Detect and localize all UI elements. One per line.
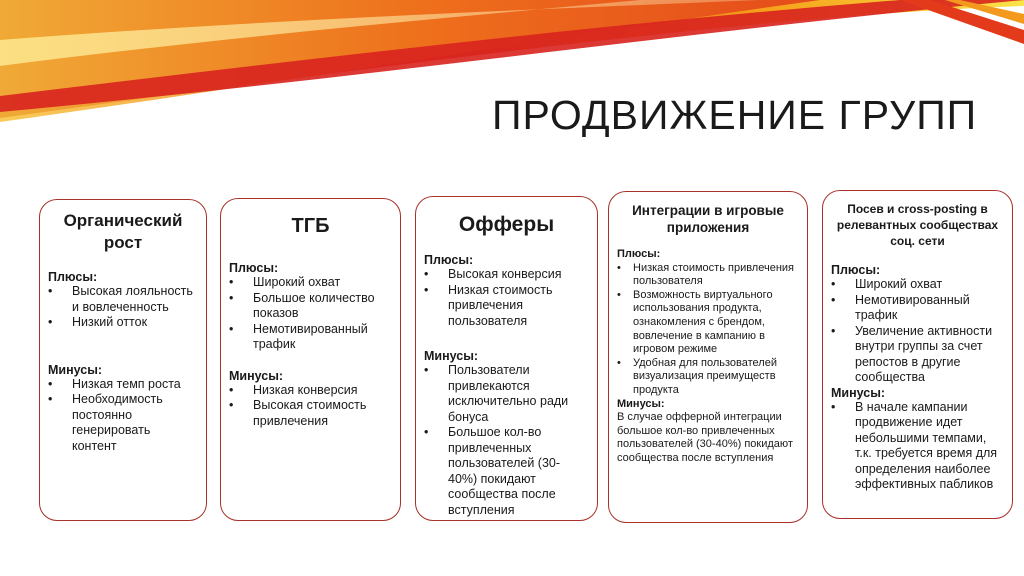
pro-item: • Широкий охват bbox=[831, 277, 1004, 293]
card-game-integrations bbox=[608, 191, 808, 523]
con-item: • В начале кампании продвижение идет небольшими темпами, т.к. требуется время для определения наиболее эффективных пабликов bbox=[831, 400, 1004, 493]
cons-label: Минусы: bbox=[617, 397, 665, 410]
cons-label: Минусы: bbox=[229, 368, 284, 383]
card-title: Посев и cross-posting в релевантных сообществах соц. сети bbox=[836, 202, 999, 248]
card-title: ТГБ bbox=[291, 215, 330, 237]
card-offers bbox=[415, 196, 598, 521]
pro-item: • Немотивированный трафик bbox=[831, 293, 1004, 324]
con-item: • Большое кол-во привлеченных пользователей (30-40%) покидают сообщества после вступления bbox=[424, 425, 589, 518]
pros-label: Плюсы: bbox=[617, 248, 661, 260]
pros-label: Плюсы: bbox=[48, 270, 98, 284]
con-item: • Высокая стоимость привлечения bbox=[229, 398, 392, 429]
con-item: • Пользователи привлекаются исключительно ради бонуса bbox=[424, 363, 589, 425]
pro-item: • Низкая стоимость привлечения пользователя bbox=[424, 283, 589, 330]
pros-label: Плюсы: bbox=[831, 263, 881, 277]
card-title: Офферы bbox=[458, 213, 555, 236]
pro-item: • Низкая стоимость привлечения пользователя bbox=[617, 262, 799, 289]
pro-item: • Высокая лояльность и вовлеченность bbox=[48, 284, 198, 315]
card-title: Органический рост bbox=[63, 211, 183, 252]
pro-item: • Увеличение активности внутри группы за счет репостов в другие сообщества bbox=[831, 324, 1004, 386]
card-title: Интеграции в игровые приложения bbox=[632, 203, 784, 235]
con-item: • Необходимость постоянно генерировать контент bbox=[48, 392, 198, 454]
pro-item: • Широкий охват bbox=[229, 275, 392, 291]
pro-item: • Низкий отток bbox=[48, 315, 198, 331]
pros-label: Плюсы: bbox=[229, 261, 279, 275]
con-item: • Низкая темп роста bbox=[48, 377, 198, 393]
cons-label: Минусы: bbox=[831, 385, 886, 400]
pro-item: • Большое количество показов bbox=[229, 291, 392, 322]
con-item: • Низкая конверсия bbox=[229, 383, 392, 399]
page-title: ПРОДВИЖЕНИЕ ГРУПП bbox=[492, 92, 978, 138]
pro-item: • Возможность виртуального использования продукта, ознакомления с брендом, вовлечение в кампанию в игровом режиме bbox=[617, 289, 799, 357]
pro-item: • Высокая конверсия bbox=[424, 267, 589, 283]
pro-item: • Немотивированный трафик bbox=[229, 322, 392, 353]
card-tgb bbox=[220, 198, 401, 521]
cons-label: Минусы: bbox=[48, 362, 103, 377]
cons-text: В случае офферной интеграции большое кол-во привлеченных пользователей (30-40%) покидают сообщества после вступления bbox=[617, 411, 793, 464]
card-organic-growth bbox=[39, 199, 207, 521]
pro-item: • Удобная для пользователей визуализация преимуществ продукта bbox=[617, 357, 799, 398]
pros-label: Плюсы: bbox=[424, 253, 474, 267]
cons-label: Минусы: bbox=[424, 349, 479, 363]
card-cross-posting bbox=[822, 190, 1013, 519]
